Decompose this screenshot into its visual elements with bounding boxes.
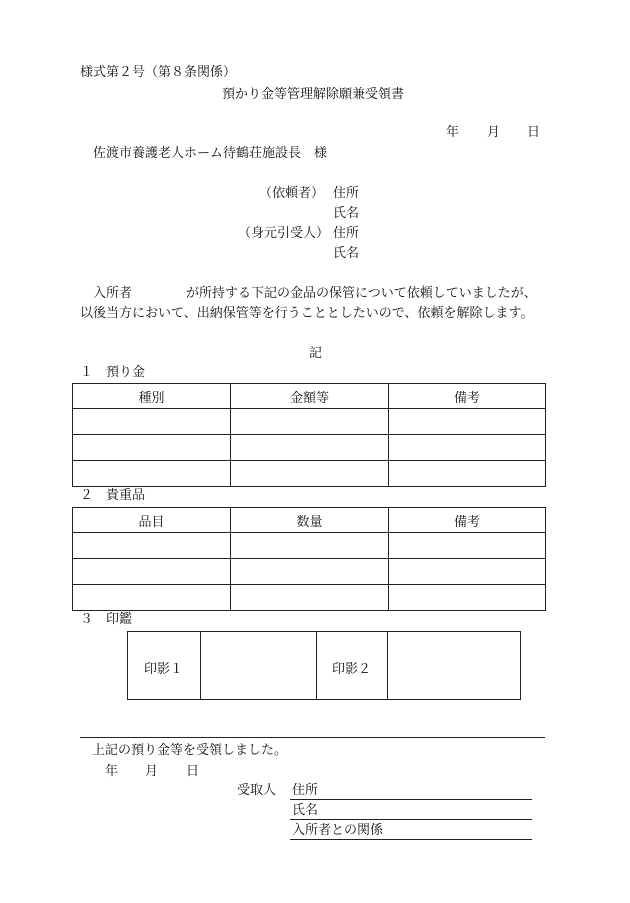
section-divider bbox=[80, 737, 545, 738]
seal-impression-box bbox=[127, 631, 521, 700]
receipt-statement: 上記の預り金等を受領しました。 bbox=[92, 743, 288, 758]
addressee: 佐渡市養護老人ホーム待鶴荘施設長 様 bbox=[93, 146, 328, 161]
column-header: 備考 bbox=[389, 384, 546, 409]
body-line1-suffix: が所持する下記の金品の保管について依頼していましたが、 bbox=[186, 286, 537, 301]
seal2-label: 印影２ bbox=[332, 662, 372, 677]
valuables-table bbox=[72, 507, 546, 611]
table-cell[interactable] bbox=[389, 461, 546, 487]
name-underline[interactable] bbox=[290, 819, 532, 820]
date-day-label: 日 bbox=[527, 125, 541, 140]
table-cell[interactable] bbox=[73, 585, 231, 611]
table-row bbox=[73, 585, 546, 611]
receiver-address-label: 住所 bbox=[292, 783, 319, 798]
seal1-area[interactable] bbox=[201, 632, 316, 699]
column-header: 品目 bbox=[73, 508, 231, 533]
table-cell[interactable] bbox=[389, 435, 546, 461]
column-header: 金額等 bbox=[231, 384, 389, 409]
requester-label: （依頼者） bbox=[259, 186, 325, 201]
guarantor-address-label: 住所 bbox=[333, 226, 360, 241]
table-row bbox=[73, 461, 546, 487]
table-header-row bbox=[73, 384, 546, 409]
guarantor-name-label: 氏名 bbox=[333, 246, 360, 261]
table-cell[interactable] bbox=[389, 533, 546, 559]
deposit-table bbox=[72, 383, 546, 487]
receiver-name-label: 氏名 bbox=[292, 803, 319, 818]
table-cell[interactable] bbox=[389, 585, 546, 611]
section3-heading: ３ 印鑑 bbox=[80, 612, 133, 627]
table-cell[interactable] bbox=[73, 461, 231, 487]
receiver-relation-label: 入所者との関係 bbox=[292, 823, 384, 838]
date-year-label: 年 bbox=[446, 125, 460, 140]
table-cell[interactable] bbox=[231, 533, 389, 559]
requester-name-label: 氏名 bbox=[333, 206, 360, 221]
guarantor-label: （身元引受人） bbox=[238, 226, 330, 241]
page-title: 預かり金等管理解除願兼受領書 bbox=[222, 87, 405, 102]
table-cell[interactable] bbox=[389, 559, 546, 585]
receipt-month-label: 月 bbox=[145, 764, 159, 779]
table-cell[interactable] bbox=[231, 461, 389, 487]
seal2-area[interactable] bbox=[388, 632, 520, 699]
table-cell[interactable] bbox=[73, 559, 231, 585]
seal1-label: 印影１ bbox=[144, 662, 184, 677]
requester-address-label: 住所 bbox=[333, 186, 360, 201]
receipt-day-label: 日 bbox=[186, 764, 200, 779]
table-row bbox=[73, 435, 546, 461]
table-cell[interactable] bbox=[73, 409, 231, 435]
receipt-year-label: 年 bbox=[105, 764, 119, 779]
table-cell[interactable] bbox=[389, 409, 546, 435]
section2-heading: ２ 貴重品 bbox=[80, 488, 146, 503]
table-cell[interactable] bbox=[73, 533, 231, 559]
table-row bbox=[73, 559, 546, 585]
table-cell[interactable] bbox=[73, 435, 231, 461]
form-number: 様式第２号（第８条関係） bbox=[80, 65, 237, 80]
divider bbox=[316, 632, 317, 699]
address-underline[interactable] bbox=[290, 799, 532, 800]
body-line1-prefix: 入所者 bbox=[93, 286, 133, 301]
table-row bbox=[73, 533, 546, 559]
table-row bbox=[73, 409, 546, 435]
table-cell[interactable] bbox=[231, 559, 389, 585]
date-month-label: 月 bbox=[487, 125, 501, 140]
body-line2: 以後当方において、出納保管等を行うこととしたいので、依頼を解除します。 bbox=[80, 306, 534, 321]
receiver-label: 受取人 bbox=[237, 783, 277, 798]
relation-underline[interactable] bbox=[290, 839, 532, 840]
column-header: 種別 bbox=[73, 384, 231, 409]
table-header-row bbox=[73, 508, 546, 533]
table-cell[interactable] bbox=[231, 435, 389, 461]
column-header: 備考 bbox=[389, 508, 546, 533]
section1-heading: １ 預り金 bbox=[80, 365, 146, 380]
ki-label: 記 bbox=[309, 346, 323, 361]
column-header: 数量 bbox=[231, 508, 389, 533]
table-cell[interactable] bbox=[231, 409, 389, 435]
table-cell[interactable] bbox=[231, 585, 389, 611]
